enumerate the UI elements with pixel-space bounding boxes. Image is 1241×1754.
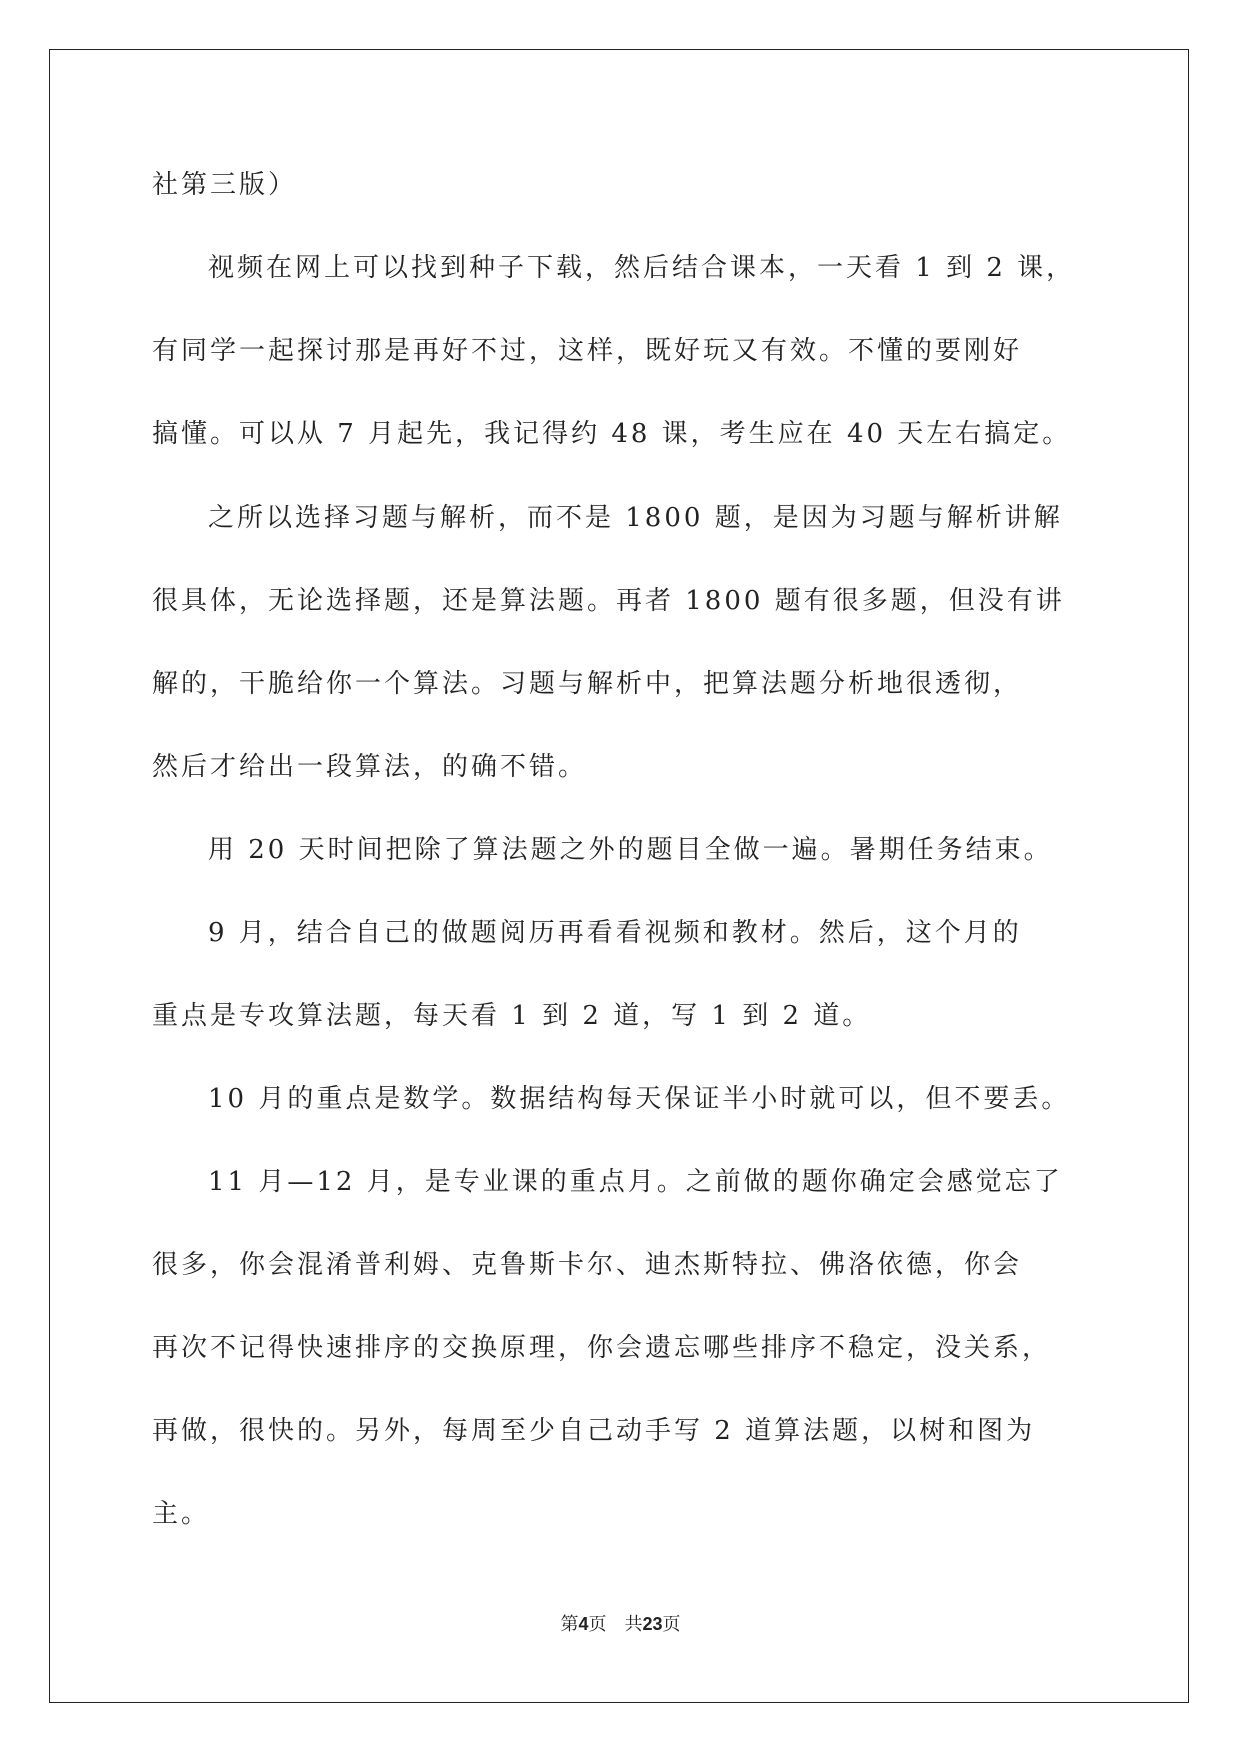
text-line: 很多，你会混淆普利姆、克鲁斯卡尔、迪杰斯特拉、佛洛依德，你会 [152,1250,1023,1280]
text-line: 再次不记得快速排序的交换原理，你会遗忘哪些排序不稳定，没关系， [152,1333,1052,1363]
text-line: 之所以选择习题与解析，而不是 1800 题，是因为习题与解析讲解 [208,503,1063,533]
text-line: 9 月，结合自己的做题阅历再看看视频和教材。然后，这个月的 [208,918,1022,948]
text-line: 11 月—12 月，是专业课的重点月。之前做的题你确定会感觉忘了 [208,1167,1063,1197]
text-line: 有同学一起探讨那是再好不过，这样，既好玩又有效。不懂的要刚好 [152,336,1023,366]
footer-suffix: 页 [662,1614,681,1635]
text-line: 很具体，无论选择题，还是算法题。再者 1800 题有很多题，但没有讲 [152,586,1065,616]
text-line: 10 月的重点是数学。数据结构每天保证半小时就可以，但不要丢。 [208,1084,1071,1114]
text-line: 用 20 天时间把除了算法题之外的题目全做一遍。暑期任务结束。 [208,835,1053,865]
footer-prefix: 第 [560,1614,579,1635]
text-line: 搞懂。可以从 7 月起先，我记得约 48 课，考生应在 40 天左右搞定。 [152,419,1072,449]
text-line: 主。 [152,1499,211,1529]
footer-total-pages: 23 [642,1614,663,1634]
text-line: 再做，很快的。另外，每周至少自己动手写 2 道算法题，以树和图为 [152,1416,1036,1446]
footer-mid: 页 共 [588,1614,643,1635]
footer-page-number: 4 [578,1614,589,1634]
page-footer [0,1610,1241,1636]
page-border [49,49,1189,1703]
text-line: 重点是专攻算法题，每天看 1 到 2 道，写 1 到 2 道。 [152,1001,872,1031]
text-line: 视频在网上可以找到种子下载，然后结合课本，一天看 1 到 2 课， [208,253,1076,283]
text-line: 解的，干脆给你一个算法。习题与解析中，把算法题分析地很透彻， [152,669,1023,699]
text-line: 社第三版） [152,170,298,200]
text-line: 然后才给出一段算法，的确不错。 [152,752,588,782]
